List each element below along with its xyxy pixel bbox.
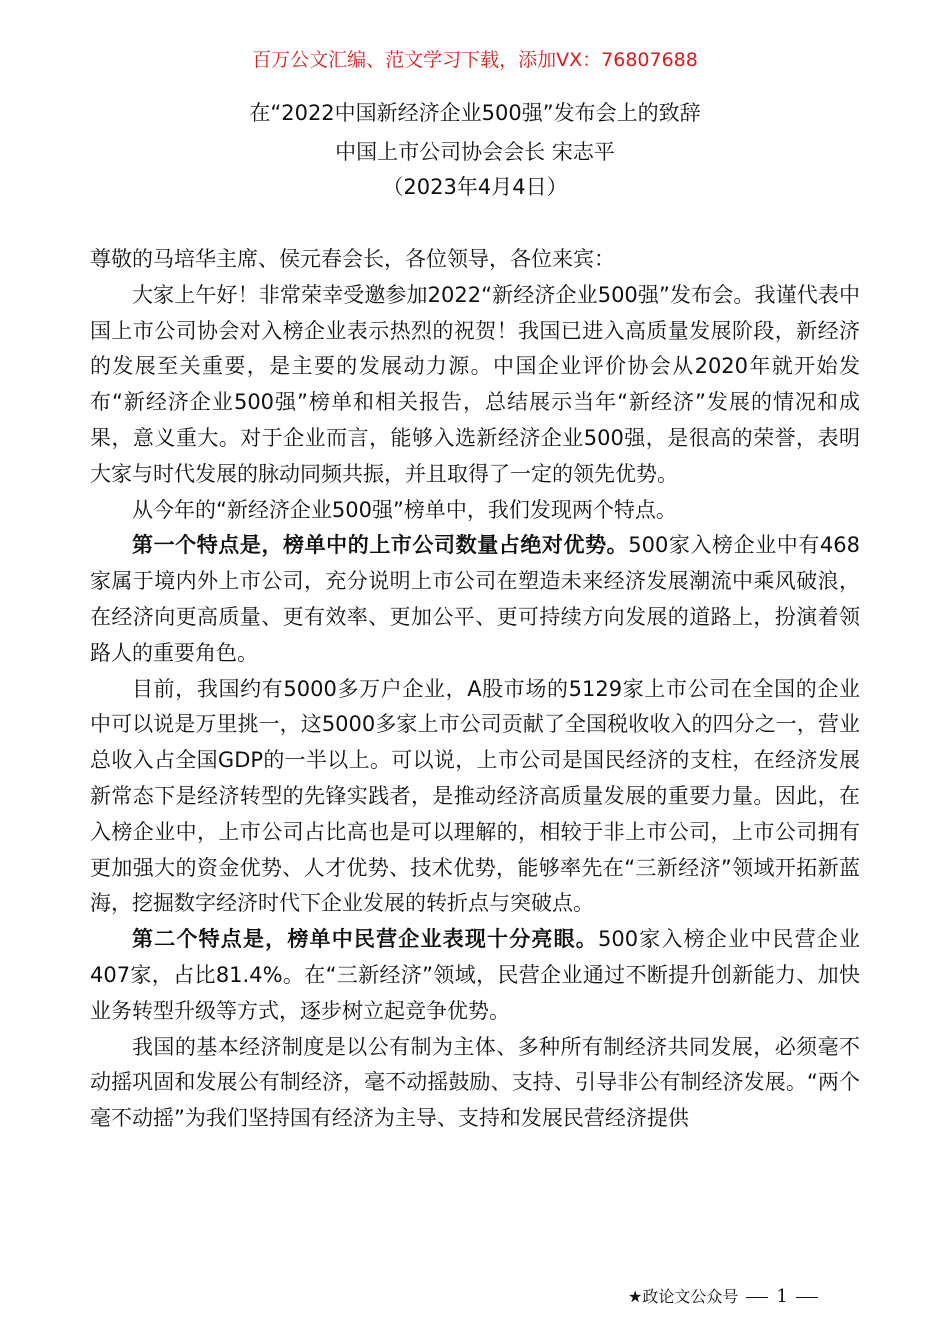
- paragraph-listed-companies: 目前，我国约有5000多万户企业，A股市场的5129家上市公司在全国的企业中可以说是万里挑一，这5000多家上市公司贡献了全国税收收入的四分之一，营业总收入占全国GDP的一半以上。可以说，上市公司是国民经济的支柱，在经济发展新常态下是经济转型的先锋实践者，是推动经济高质量发展的重要力量。因此，在入榜企业中，上市公司占比高也是可以理解的，相较于非上市公司，上市公司拥有更加强大的资金优势、人才优势、技术优势，能够率先在“三新经济”领域开拓新蓝海，挖掘数字经济时代下企业发展的转折点与突破点。: [90, 676, 860, 916]
- speech-date: （2023年4月4日）: [382, 175, 568, 199]
- salutation-paragraph: 尊敬的马培华主席、侯元春会长，各位领导，各位来宾：: [90, 247, 615, 271]
- watermark-banner: 百万公文汇编、范文学习下载，添加VX：76807688: [252, 49, 698, 71]
- paragraph-greeting: 大家上午好！非常荣幸受邀参加2022“新经济企业500强”发布会。我谨代表中国上市公司协会对入榜企业表示热烈的祝贺！我国已进入高质量发展阶段，新经济的发展至关重要，是主要的发展动力源。中国企业评价协会从2020年就开始发布“新经济企业500强”榜单和相关报告，总结展示当年“新经济”发展的情况和成果，意义重大。对于企业而言，能够入选新经济企业500强，是很高的荣誉，表明大家与时代发展的脉动同频共振，并且取得了一定的领先优势。: [90, 282, 860, 486]
- speech-title: 在“2022中国新经济企业500强”发布会上的致辞: [249, 101, 701, 125]
- speaker-line: 中国上市公司协会会长 宋志平: [335, 140, 615, 164]
- paragraph-feature-two: 第二个特点是，榜单中民营企业表现十分亮眼。500家入榜企业中民营企业407家，占比81.4%。在“三新经济”领域，民营企业通过不断提升创新能力、加快业务转型升级等方式，逐步树立起竞争优势。: [90, 927, 860, 1023]
- feature-two-heading: 第二个特点是，榜单中民营企业表现十分亮眼。: [132, 927, 598, 952]
- feature-one-heading: 第一个特点是，榜单中的上市公司数量占绝对优势。: [132, 533, 629, 558]
- footer-dash-left: [746, 1297, 768, 1298]
- paragraph-intro-features: 从今年的“新经济企业500强”榜单中，我们发现两个特点。: [132, 497, 677, 522]
- paragraph-economic-system: 我国的基本经济制度是以公有制为主体、多种所有制经济共同发展，必须毫不动摇巩固和发展公有制经济，毫不动摇鼓励、支持、引导非公有制经济发展。“两个毫不动摇”为我们坚持国有经济为主导、支持和发展民营经济提供: [90, 1034, 860, 1131]
- footer-source: ★政论文公众号: [628, 1287, 739, 1306]
- page-footer: [628, 1283, 868, 1311]
- paragraph-feature-one: 第一个特点是，榜单中的上市公司数量占绝对优势。500家入榜企业中有468家属于境内外上市公司，充分说明上市公司在塑造未来经济发展潮流中乘风破浪，在经济向更高质量、更有效率、更加公平、更可持续方向发展的道路上，扮演着领路人的重要角色。: [90, 533, 860, 665]
- footer-dash-right: [796, 1297, 818, 1298]
- page-number: 1: [776, 1286, 788, 1307]
- body-text: [90, 242, 860, 1137]
